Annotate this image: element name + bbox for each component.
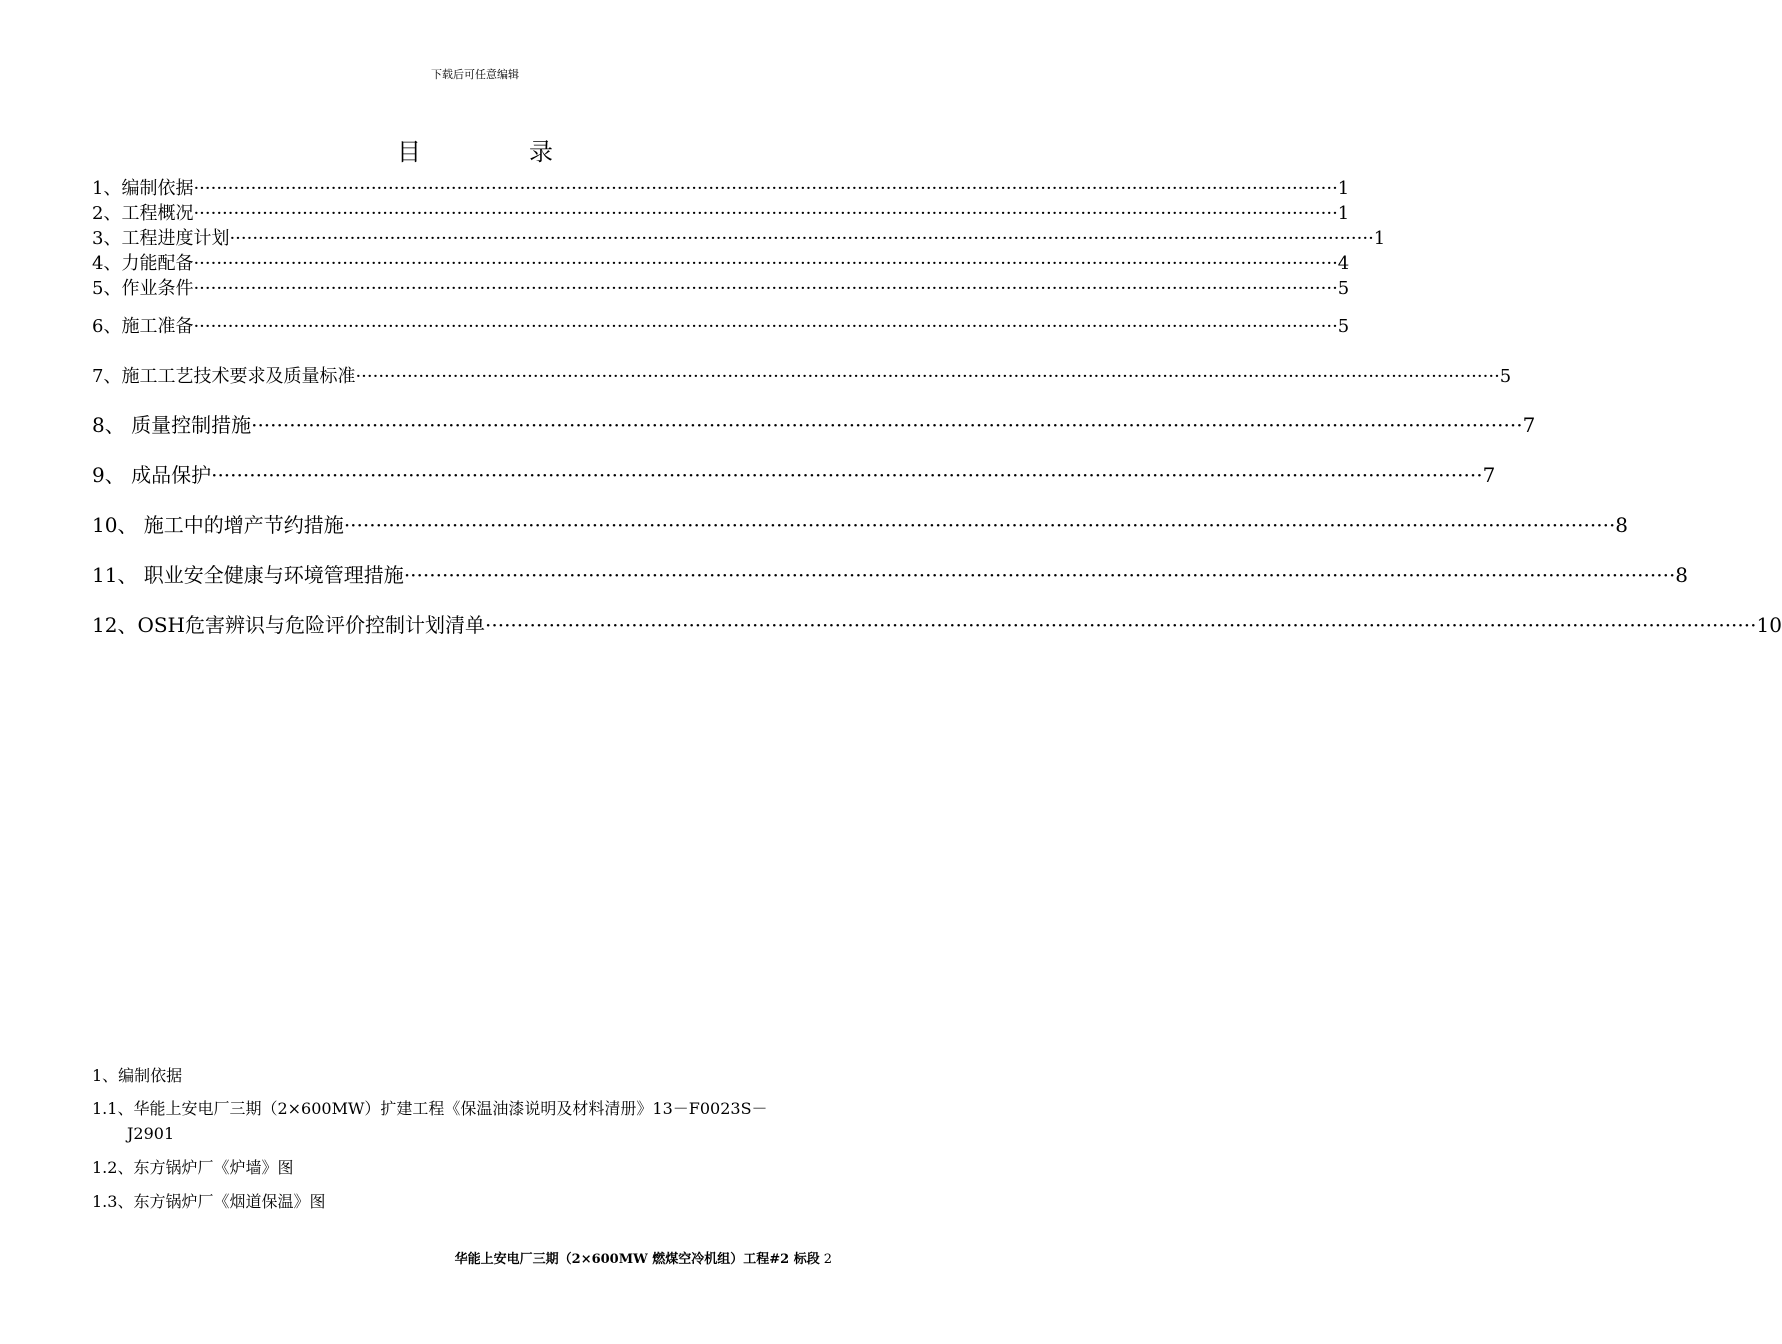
toc-entry-page: 10 <box>1756 613 1782 637</box>
toc-entry-label: 9、 成品保护 <box>92 463 212 487</box>
toc-entry-label: 1、编制依据 <box>92 178 194 199</box>
toc-entry-page: 5 <box>1337 278 1350 299</box>
toc-entry-page: 5 <box>1337 316 1350 337</box>
page-number: 2 <box>823 1252 832 1267</box>
toc-entry-label: 12、OSH危害辨识与危险评价控制计划清单 <box>92 613 485 637</box>
toc-title <box>0 132 950 167</box>
toc-entry[interactable] <box>92 362 1512 387</box>
toc-title-right: 录 <box>529 138 553 166</box>
toc-leader-dots: ········································································································································································································ <box>343 513 1616 537</box>
toc-entry[interactable] <box>92 559 1689 587</box>
toc-entry-label: 5、作业条件 <box>92 278 194 299</box>
toc-entry-page: 1 <box>1337 203 1350 224</box>
toc-entry[interactable] <box>92 174 1350 199</box>
toc-leader-dots: ········································································································································································································ <box>485 613 1757 637</box>
toc-entry-label: 11、 职业安全健康与环境管理措施 <box>92 563 404 587</box>
toc-leader-dots: ········································································································································································································ <box>403 563 1676 587</box>
toc-entry[interactable] <box>92 249 1350 274</box>
toc-entry[interactable] <box>92 199 1350 224</box>
toc-leader-dots: ········································································································································································································ <box>193 178 1338 199</box>
toc-entry-page: 4 <box>1337 253 1350 274</box>
toc-leader-dots: ········································································································································································································ <box>193 253 1338 274</box>
toc-entry-page: 1 <box>1373 228 1386 249</box>
toc-entry-label: 3、工程进度计划 <box>92 228 230 249</box>
toc-entry-page: 8 <box>1675 563 1689 587</box>
toc-entry-label: 4、力能配备 <box>92 253 194 274</box>
toc-entry[interactable] <box>92 224 1386 249</box>
toc-entry[interactable] <box>92 459 1496 487</box>
toc-entry-page: 1 <box>1337 178 1350 199</box>
reference-item-continuation: J2901 <box>127 1124 175 1143</box>
toc-leader-dots: ········································································································································································································ <box>251 413 1523 437</box>
toc-leader-dots: ········································································································································································································ <box>355 366 1500 387</box>
footer-text: 华能上安电厂三期（2×600MW 燃煤空冷机组）工程#2 标段 <box>454 1252 820 1267</box>
toc-title-left: 目 <box>397 138 421 166</box>
toc-leader-dots: ········································································································································································································ <box>193 316 1338 337</box>
toc-leader-dots: ········································································································································································································ <box>193 278 1338 299</box>
page-footer <box>455 1248 832 1267</box>
toc-entry-page: 7 <box>1482 463 1496 487</box>
toc-leader-dots: ········································································································································································································ <box>229 228 1374 249</box>
toc-entry[interactable] <box>92 409 1536 437</box>
toc-entry[interactable] <box>92 312 1350 337</box>
reference-item: 1.3、东方锅炉厂《烟道保温》图 <box>92 1192 326 1211</box>
toc-entry-page: 5 <box>1499 366 1512 387</box>
reference-item: 1.1、华能上安电厂三期（2×600MW）扩建工程《保温油漆说明及材料清册》13－F0023S－ <box>92 1099 768 1118</box>
toc-entry[interactable] <box>92 609 1782 637</box>
section-heading: 1、编制依据 <box>92 1066 183 1085</box>
toc-leader-dots: ········································································································································································································ <box>193 203 1338 224</box>
header-note: 下载后可任意编辑 <box>431 68 519 81</box>
toc-entry[interactable] <box>92 274 1350 299</box>
toc-entry[interactable] <box>92 509 1629 537</box>
reference-item: 1.2、东方锅炉厂《炉墙》图 <box>92 1158 294 1177</box>
toc-entry-label: 8、 质量控制措施 <box>92 413 252 437</box>
toc-entry-page: 8 <box>1615 513 1629 537</box>
toc-entry-label: 6、施工准备 <box>92 316 194 337</box>
toc-leader-dots: ········································································································································································································ <box>211 463 1483 487</box>
toc-entry-label: 7、施工工艺技术要求及质量标准 <box>92 366 356 387</box>
toc-entry-label: 2、工程概况 <box>92 203 194 224</box>
toc-entry-page: 7 <box>1522 413 1536 437</box>
toc-entry-label: 10、 施工中的增产节约措施 <box>92 513 344 537</box>
